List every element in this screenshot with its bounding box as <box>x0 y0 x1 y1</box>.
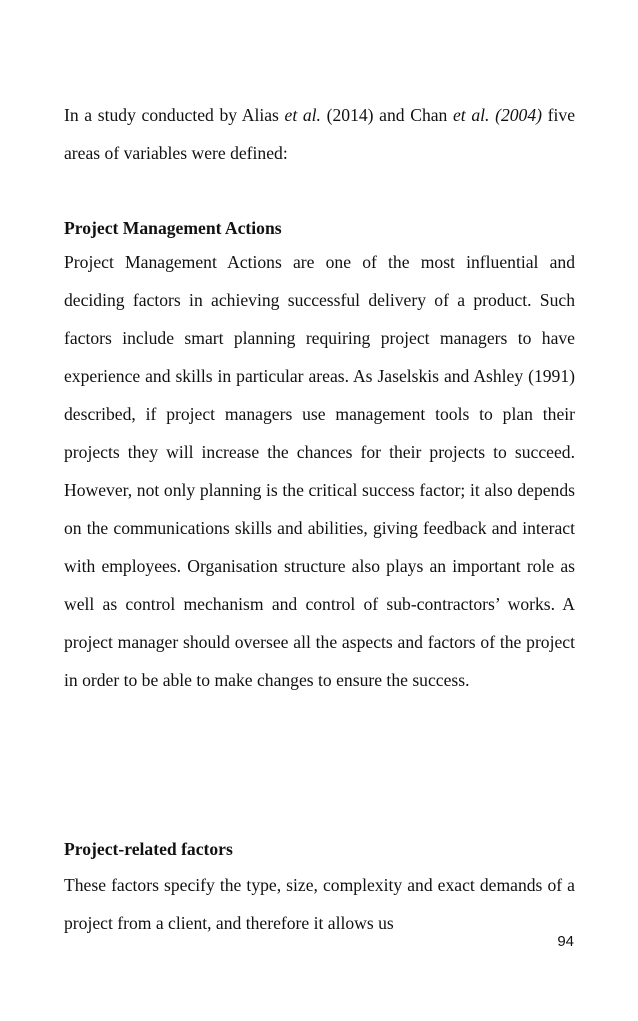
page-number: 94 <box>557 933 574 950</box>
et-al-citation-1: et al. <box>284 105 321 125</box>
et-al-citation-2: et al. <box>453 105 490 125</box>
section-heading-project-management-actions: Project Management Actions <box>64 218 282 238</box>
section-heading-project-related-factors: Project-related factors <box>64 839 233 859</box>
intro-paragraph <box>64 96 575 172</box>
intro-text: In a study conducted by Alias et al. (2014) and Chan et al. (2004) five areas of variables were defined: <box>64 105 575 163</box>
section-body-project-management-actions: Project Management Actions are one of the most influential and deciding factors in achieving successful delivery of a product. Such factors include smart planning requiring project managers to have experience and skills in particular areas. As Jaselskis and Ashley (1991) described, if project managers use management tools to plan their projects they will increase the chances for their projects to succeed. However, not only planning is the critical success factor; it also depends on the communications skills and abilities, giving feedback and interact with employees. Organisation structure also plays an important role as well as control mechanism and control of sub-contractors’ works. A project manager should oversee all the aspects and factors of the project in order to be able to make changes to ensure the success. <box>64 252 575 690</box>
citation-year-2004: (2004) <box>495 105 542 125</box>
section-body-project-related-factors: These factors specify the type, size, complexity and exact demands of a project from a client, and therefore it allows us <box>64 875 575 933</box>
